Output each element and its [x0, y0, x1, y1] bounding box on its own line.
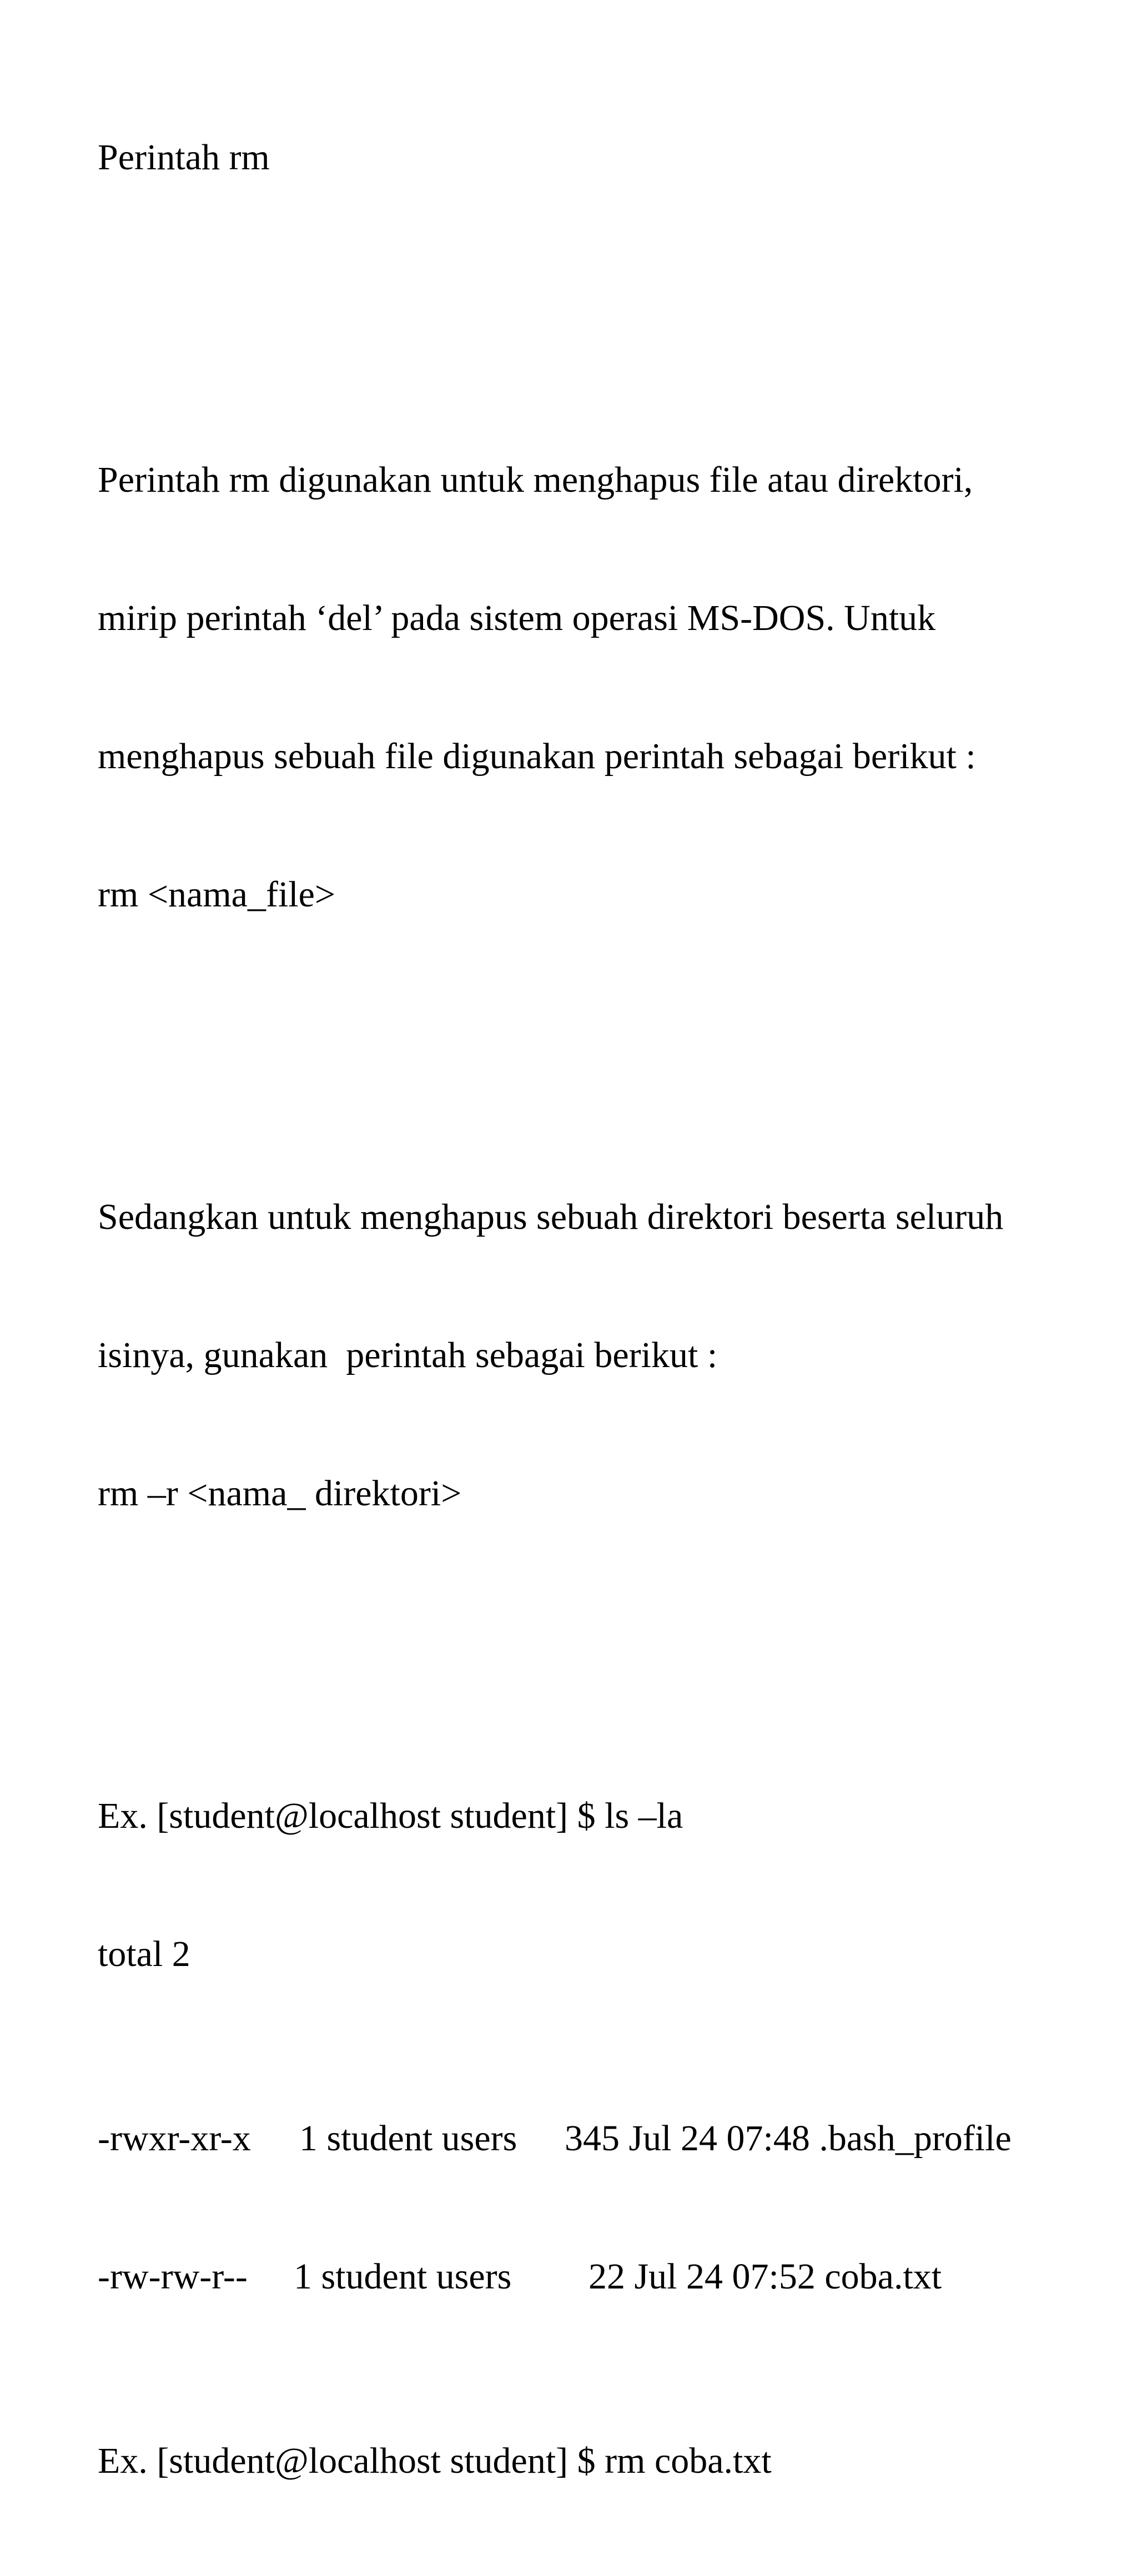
listing-owner: 1 student users [299, 2118, 517, 2159]
spacer [98, 273, 1097, 319]
paragraph2-line1: Sedangkan untuk menghapus sebuah direktori beserta seluruh [98, 1197, 1004, 1237]
listing-perms: -rw-rw-r-- [98, 2256, 248, 2297]
slide-text [98, 42, 1097, 2576]
listing-perms: -rwxr-xr-x [98, 2118, 251, 2159]
paragraph2-line2: isinya, gunakan perintah sebagai berikut : [98, 1335, 718, 1375]
paragraph1-line1: Perintah rm digunakan untuk menghapus file atau direktori, [98, 460, 973, 500]
listing-owner: 1 student users [294, 2256, 512, 2297]
syntax-rm-directory: rm –r <nama_ direktori> [98, 1473, 462, 1514]
slide-title: Perintah rm [98, 137, 270, 178]
listing-row [98, 2115, 1097, 2161]
spacer [98, 1609, 1097, 1655]
example-command-rm: Ex. [student@localhost student] $ rm coba.txt [98, 2441, 772, 2481]
syntax-rm-file: rm <nama_file> [98, 874, 336, 915]
listing-row [98, 2254, 1097, 2300]
listing-details: 22 Jul 24 07:52 coba.txt [588, 2256, 942, 2297]
example-total: total 2 [98, 1934, 190, 1974]
paragraph1-line2: mirip perintah ‘del’ pada sistem operasi MS-DOS. Untuk [98, 598, 936, 638]
example-command-ls: Ex. [student@localhost student] $ ls –la [98, 1796, 683, 1836]
listing-details: 345 Jul 24 07:48 .bash_profile [565, 2118, 1012, 2159]
paragraph1-line3: menghapus sebuah file digunakan perintah sebagai berikut : [98, 736, 976, 777]
spacer [98, 1010, 1097, 1056]
